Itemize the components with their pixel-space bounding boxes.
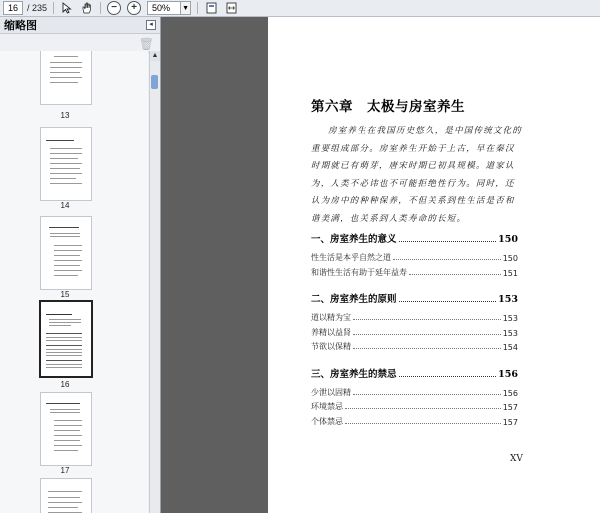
toc-entry-row[interactable] — [311, 252, 518, 263]
fit-page-icon[interactable] — [204, 1, 218, 15]
toc-title: 节欲以保精 — [311, 342, 351, 351]
toc-title: 个体禁忌 — [311, 416, 343, 426]
toolbar-separator — [53, 2, 54, 14]
zoom-out-icon[interactable]: − — [107, 1, 121, 15]
thumbnail-label: 17 — [60, 466, 70, 475]
thumbnail-page-13[interactable] — [40, 51, 92, 105]
page-folio: XV — [510, 454, 523, 464]
toc-page-number: 156 — [502, 388, 518, 398]
toc-entry-row[interactable] — [311, 327, 518, 338]
toc-title: 环境禁忌 — [311, 402, 343, 411]
toc-title: 一、房室养生的意义 — [311, 234, 397, 245]
thumbnail-list[interactable] — [0, 51, 148, 513]
thumbnail-label: 13 — [60, 111, 70, 120]
toc-page-number: 154 — [502, 343, 518, 352]
toc-leader-dots — [399, 376, 497, 377]
chapter-title: 第六章 太极与房室养生 — [311, 99, 465, 115]
toc-entry-row[interactable] — [311, 341, 518, 352]
pdf-page — [268, 17, 600, 513]
toolbar-separator — [197, 2, 198, 14]
toc-title: 养精以益肾 — [311, 327, 351, 337]
thumbnail-page-17[interactable] — [40, 392, 92, 466]
toc-title: 二、房室养生的原则 — [311, 294, 397, 305]
toc-title: 和谐性生活有助于延年益寿 — [311, 267, 407, 277]
toc-title: 性生活是本乎自然之道 — [311, 253, 391, 262]
thumbnail-label: 14 — [60, 201, 70, 210]
select-cursor-icon[interactable] — [60, 1, 74, 15]
toc-section-row[interactable] — [311, 291, 518, 305]
toc-page-number: 151 — [502, 268, 518, 278]
toc-leader-dots — [399, 301, 497, 302]
close-icon[interactable]: ◂ — [146, 20, 156, 30]
sidebar-title: 缩略图 — [4, 20, 37, 32]
thumbnail-page-16[interactable] — [39, 300, 93, 378]
toc-page-number: 157 — [502, 403, 518, 412]
toc-page-number: 157 — [502, 417, 518, 427]
fit-width-icon[interactable] — [224, 1, 238, 15]
scrollbar-thumb[interactable] — [151, 75, 158, 89]
toc-section-row[interactable] — [311, 231, 518, 245]
toc-page-number: 156 — [498, 368, 518, 380]
zoom-dropdown-button[interactable]: ▼ — [181, 1, 191, 15]
toc-page-number: 153 — [502, 314, 518, 323]
toc-leader-dots — [399, 241, 497, 242]
chapter-intro: 房室养生在我国历史悠久，是中国传统文化的重要组成部分。房室养生开始于上古，早在秦汉时期就已有萌芽，唐宋时期已初具规模。道家认为，人类不必讳也不可能拒绝性行为。同时，还认为房中的种种保养，不但关系到性生活是否和谐美满，也关系到人类寿命的长短。 — [311, 126, 523, 224]
page-number-input[interactable]: 16 — [3, 1, 23, 15]
toolbar — [0, 0, 600, 17]
toc-section-row[interactable] — [311, 366, 518, 380]
toc-page-number: 153 — [498, 294, 518, 305]
zoom-in-icon[interactable]: + — [127, 1, 141, 15]
toc-entry-row[interactable] — [311, 312, 518, 323]
toc-leader-dots — [353, 319, 501, 320]
sidebar-scrollbar[interactable] — [149, 51, 160, 513]
toc-leader-dots — [353, 348, 501, 349]
toc-title: 三、房室养生的禁忌 — [311, 368, 397, 380]
sidebar-header — [0, 17, 160, 34]
toc-entry-row[interactable] — [311, 401, 518, 412]
trash-icon[interactable]: 🗑 — [138, 37, 154, 51]
zoom-level-input[interactable]: 50% — [147, 1, 181, 15]
toc-leader-dots — [353, 394, 501, 395]
page-total-label: / 235 — [27, 3, 48, 13]
thumbnail-page-15[interactable] — [40, 216, 92, 290]
toc-leader-dots — [409, 274, 501, 275]
thumbnail-page-14[interactable] — [40, 127, 92, 201]
thumbnail-label: 16 — [60, 380, 70, 389]
toolbar-separator — [100, 2, 101, 14]
toc-page-number: 150 — [498, 234, 518, 245]
toc-title: 少泄以固精 — [311, 387, 351, 397]
toc-leader-dots — [345, 408, 501, 409]
toc-leader-dots — [393, 259, 501, 260]
toc-leader-dots — [353, 334, 501, 335]
thumbnail-page-next[interactable] — [40, 478, 92, 513]
thumbnail-sidebar — [0, 17, 161, 513]
toc-page-number: 153 — [502, 328, 518, 338]
thumbnail-label: 15 — [60, 290, 70, 299]
toc-page-number: 150 — [502, 254, 518, 263]
toc-leader-dots — [345, 423, 501, 424]
hand-tool-icon[interactable] — [80, 1, 94, 15]
toc-title: 道以精为宝 — [311, 313, 351, 322]
toc-entry-row[interactable] — [311, 267, 518, 278]
toc-entry-row[interactable] — [311, 416, 518, 427]
toc-entry-row[interactable] — [311, 387, 518, 398]
document-viewer[interactable] — [161, 17, 600, 513]
scroll-up-icon[interactable]: ▲ — [151, 52, 159, 59]
